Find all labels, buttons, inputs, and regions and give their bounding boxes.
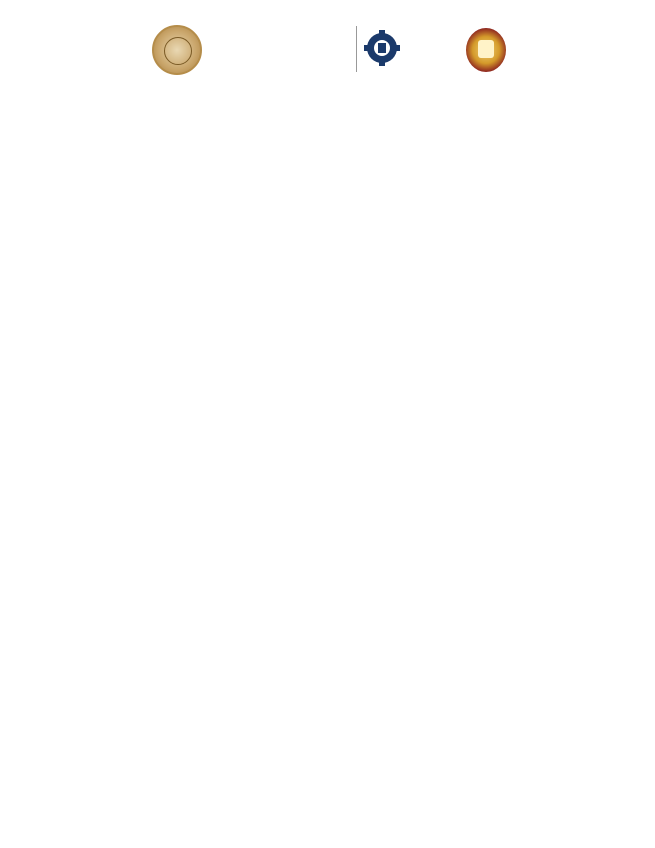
- logo-divider: [356, 26, 357, 72]
- institute-shield-icon: [466, 28, 506, 72]
- page-header: [0, 22, 655, 80]
- tnm-gear-icon: [364, 28, 400, 68]
- mexico-seal-icon: [152, 25, 202, 75]
